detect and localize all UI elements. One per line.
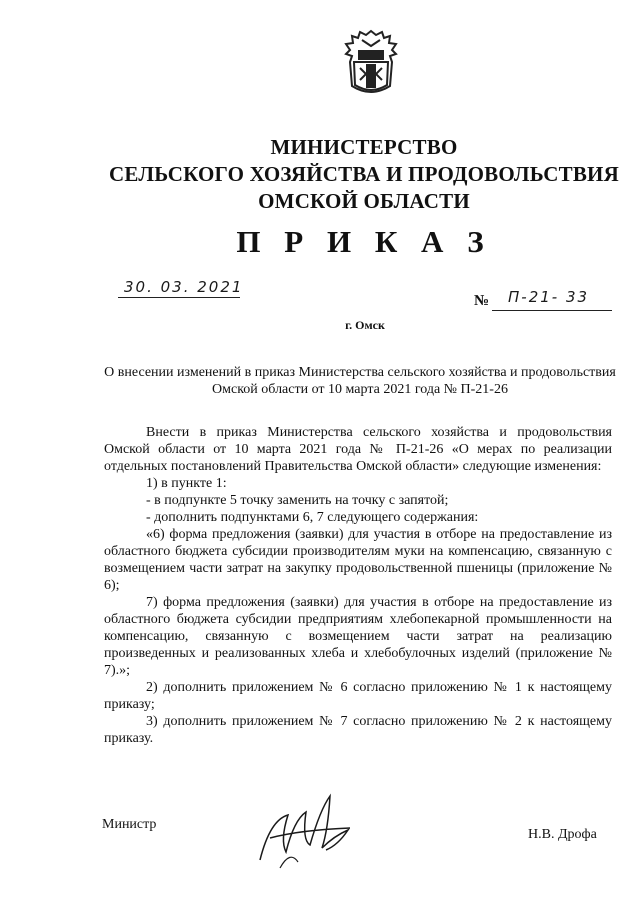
ministry-name-line3: ОМСКОЙ ОБЛАСТИ — [258, 189, 470, 213]
date-underline — [118, 297, 240, 298]
order-number: П-21- 33 — [508, 288, 590, 306]
body-paragraph: «6) форма предложения (заявки) для участия в отборе на предоставление из областного бюджета субсидии производителям муки на компенсацию, связанную с возмещением части затрат на закупку продовольственной пшеницы (приложение № 6); — [104, 527, 612, 593]
order-date: 30. 03. 2021 — [124, 278, 244, 296]
ministry-name-line2: СЕЛЬСКОГО ХОЗЯЙСТВА И ПРОДОВОЛЬСТВИЯ — [109, 162, 619, 186]
city: г. Омск — [345, 318, 385, 332]
signatory-name: Н.В. Дрофа — [528, 827, 597, 842]
document-type: П Р И К А З — [236, 224, 492, 259]
order-subject: О внесении изменений в приказ Министерства сельского хозяйства и продовольствия Омской области от 10 марта 2021 года № П-21-26 — [104, 365, 616, 397]
handwritten-signature — [250, 790, 360, 875]
body-paragraph: 1) в пункте 1: — [146, 476, 227, 491]
coat-of-arms-icon — [340, 28, 402, 98]
body-paragraph: Внести в приказ Министерства сельского хозяйства и продовольствия Омской области от 10 марта 2021 года № П-21-26 «О мерах по реализации отдельных постановлений Правительства Омской области» следующие изменения: — [104, 425, 612, 474]
number-underline — [492, 310, 612, 311]
body-paragraph: - в подпункте 5 точку заменить на точку с запятой; — [146, 493, 449, 508]
body-paragraph: 2) дополнить приложением № 6 согласно приложению № 1 к настоящему приказу; — [104, 680, 612, 712]
number-label: № — [474, 293, 490, 309]
body-paragraph: - дополнить подпунктами 6, 7 следующего содержания: — [146, 510, 479, 525]
body-paragraph: 3) дополнить приложением № 7 согласно приложению № 2 к настоящему приказу. — [104, 714, 612, 746]
signatory-position: Министр — [102, 817, 157, 832]
body-paragraph: 7) форма предложения (заявки) для участия в отборе на предоставление из областного бюджета субсидии предприятиям хлебопекарной промышленности на компенсацию, связанную с возмещением части затрат на реализацию произведенных и реализованных хлеба и хлебобулочных изделий (приложение № 7).»; — [104, 595, 612, 678]
ministry-name-line1: МИНИСТЕРСТВО — [270, 135, 458, 159]
order-body — [104, 424, 612, 747]
